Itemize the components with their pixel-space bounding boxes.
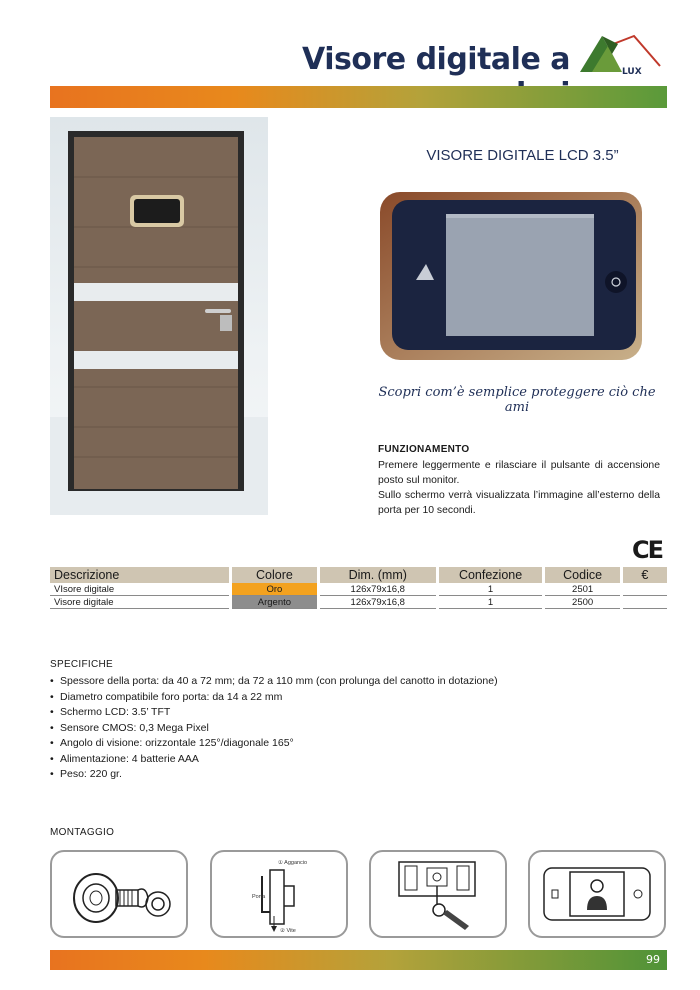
product-title: VISORE DIGITALE LCD 3.5”	[426, 147, 619, 164]
montaggio-heading: MONTAGGIO	[50, 827, 115, 838]
specifiche-list	[50, 674, 498, 783]
bracket-screwdriver-icon	[371, 852, 505, 936]
spec-item: • Diametro compatibile foro porta: da 14 a 22 mm	[50, 690, 498, 706]
cell-colore: Oro	[231, 583, 319, 596]
spec-item: • Schermo LCD: 3.5’ TFT	[50, 705, 498, 721]
funzionamento-paragraph: Premere leggermente e rilasciare il pulsante di accensione posto sul monitor.	[378, 460, 660, 486]
col-header-prezzo: €	[621, 567, 667, 583]
cell-confezione: 1	[437, 583, 544, 596]
col-header-codice: Codice	[544, 567, 621, 583]
specifiche-heading: SPECIFICHE	[50, 659, 114, 670]
col-header-dim: Dim. (mm)	[318, 567, 437, 583]
cell-prezzo	[621, 583, 667, 596]
funzionamento-paragraph: Sullo schermo verrà visualizzata l’immagine all’esterno della porta per 10 secondi.	[378, 490, 660, 516]
cell-dim: 126x79x16,8	[318, 583, 437, 596]
footer-color-bar	[50, 950, 667, 970]
funzionamento-heading: FUNZIONAMENTO	[378, 444, 470, 455]
spec-item: • Alimentazione: 4 batterie AAA	[50, 752, 498, 768]
page-number: 99	[646, 953, 660, 966]
cell-dim: 126x79x16,8	[318, 596, 437, 609]
lens-assembly-icon	[52, 852, 186, 936]
ce-mark: CE	[632, 536, 663, 564]
step2-label-vite: ② Vite	[280, 928, 296, 934]
step2-label-aggancio: ① Aggancio	[278, 860, 308, 866]
door-photo	[50, 117, 268, 515]
product-slogan: Scopri com’è semplice proteggere ciò che ami	[378, 385, 656, 415]
product-table	[50, 567, 667, 609]
cell-descrizione: Visore digitale	[50, 596, 231, 609]
montaggio-step-1	[50, 850, 188, 938]
cell-prezzo	[621, 596, 667, 609]
step2-label-porta: Porta	[252, 894, 266, 900]
cell-codice: 2500	[544, 596, 621, 609]
spec-item: • Angolo di visione: orizzontale 125°/diagonale 165°	[50, 736, 498, 752]
spec-item: • Spessore della porta: da 40 a 72 mm; da 72 a 110 mm (con prolunga del canotto in dotazione)	[50, 674, 498, 690]
brand-logo	[578, 32, 670, 78]
spec-item: • Peso: 220 gr.	[50, 767, 498, 783]
logo-text: LUX	[622, 67, 642, 77]
monitor-display-icon	[530, 852, 664, 936]
funzionamento-text	[378, 458, 660, 518]
cell-descrizione: VIsore digitale	[50, 583, 231, 596]
col-header-confezione: Confezione	[437, 567, 544, 583]
montaggio-step-3	[369, 850, 507, 938]
montaggio-step-4	[528, 850, 666, 938]
montaggio-step-2	[210, 850, 348, 938]
cell-confezione: 1	[437, 596, 544, 609]
col-header-colore: Colore	[231, 567, 319, 583]
digital-viewer-image	[378, 188, 650, 364]
header-color-bar	[50, 86, 667, 108]
spec-item: • Sensore CMOS: 0,3 Mega Pixel	[50, 721, 498, 737]
table-row	[50, 596, 667, 609]
table-row	[50, 583, 667, 596]
logo-icon	[578, 32, 670, 78]
page-title: Visore digitale a	[302, 42, 570, 77]
door-mount-diagram-icon	[212, 852, 346, 936]
cell-codice: 2501	[544, 583, 621, 596]
col-header-descrizione: Descrizione	[50, 567, 231, 583]
table-header-row	[50, 567, 667, 583]
cell-colore: Argento	[231, 596, 319, 609]
